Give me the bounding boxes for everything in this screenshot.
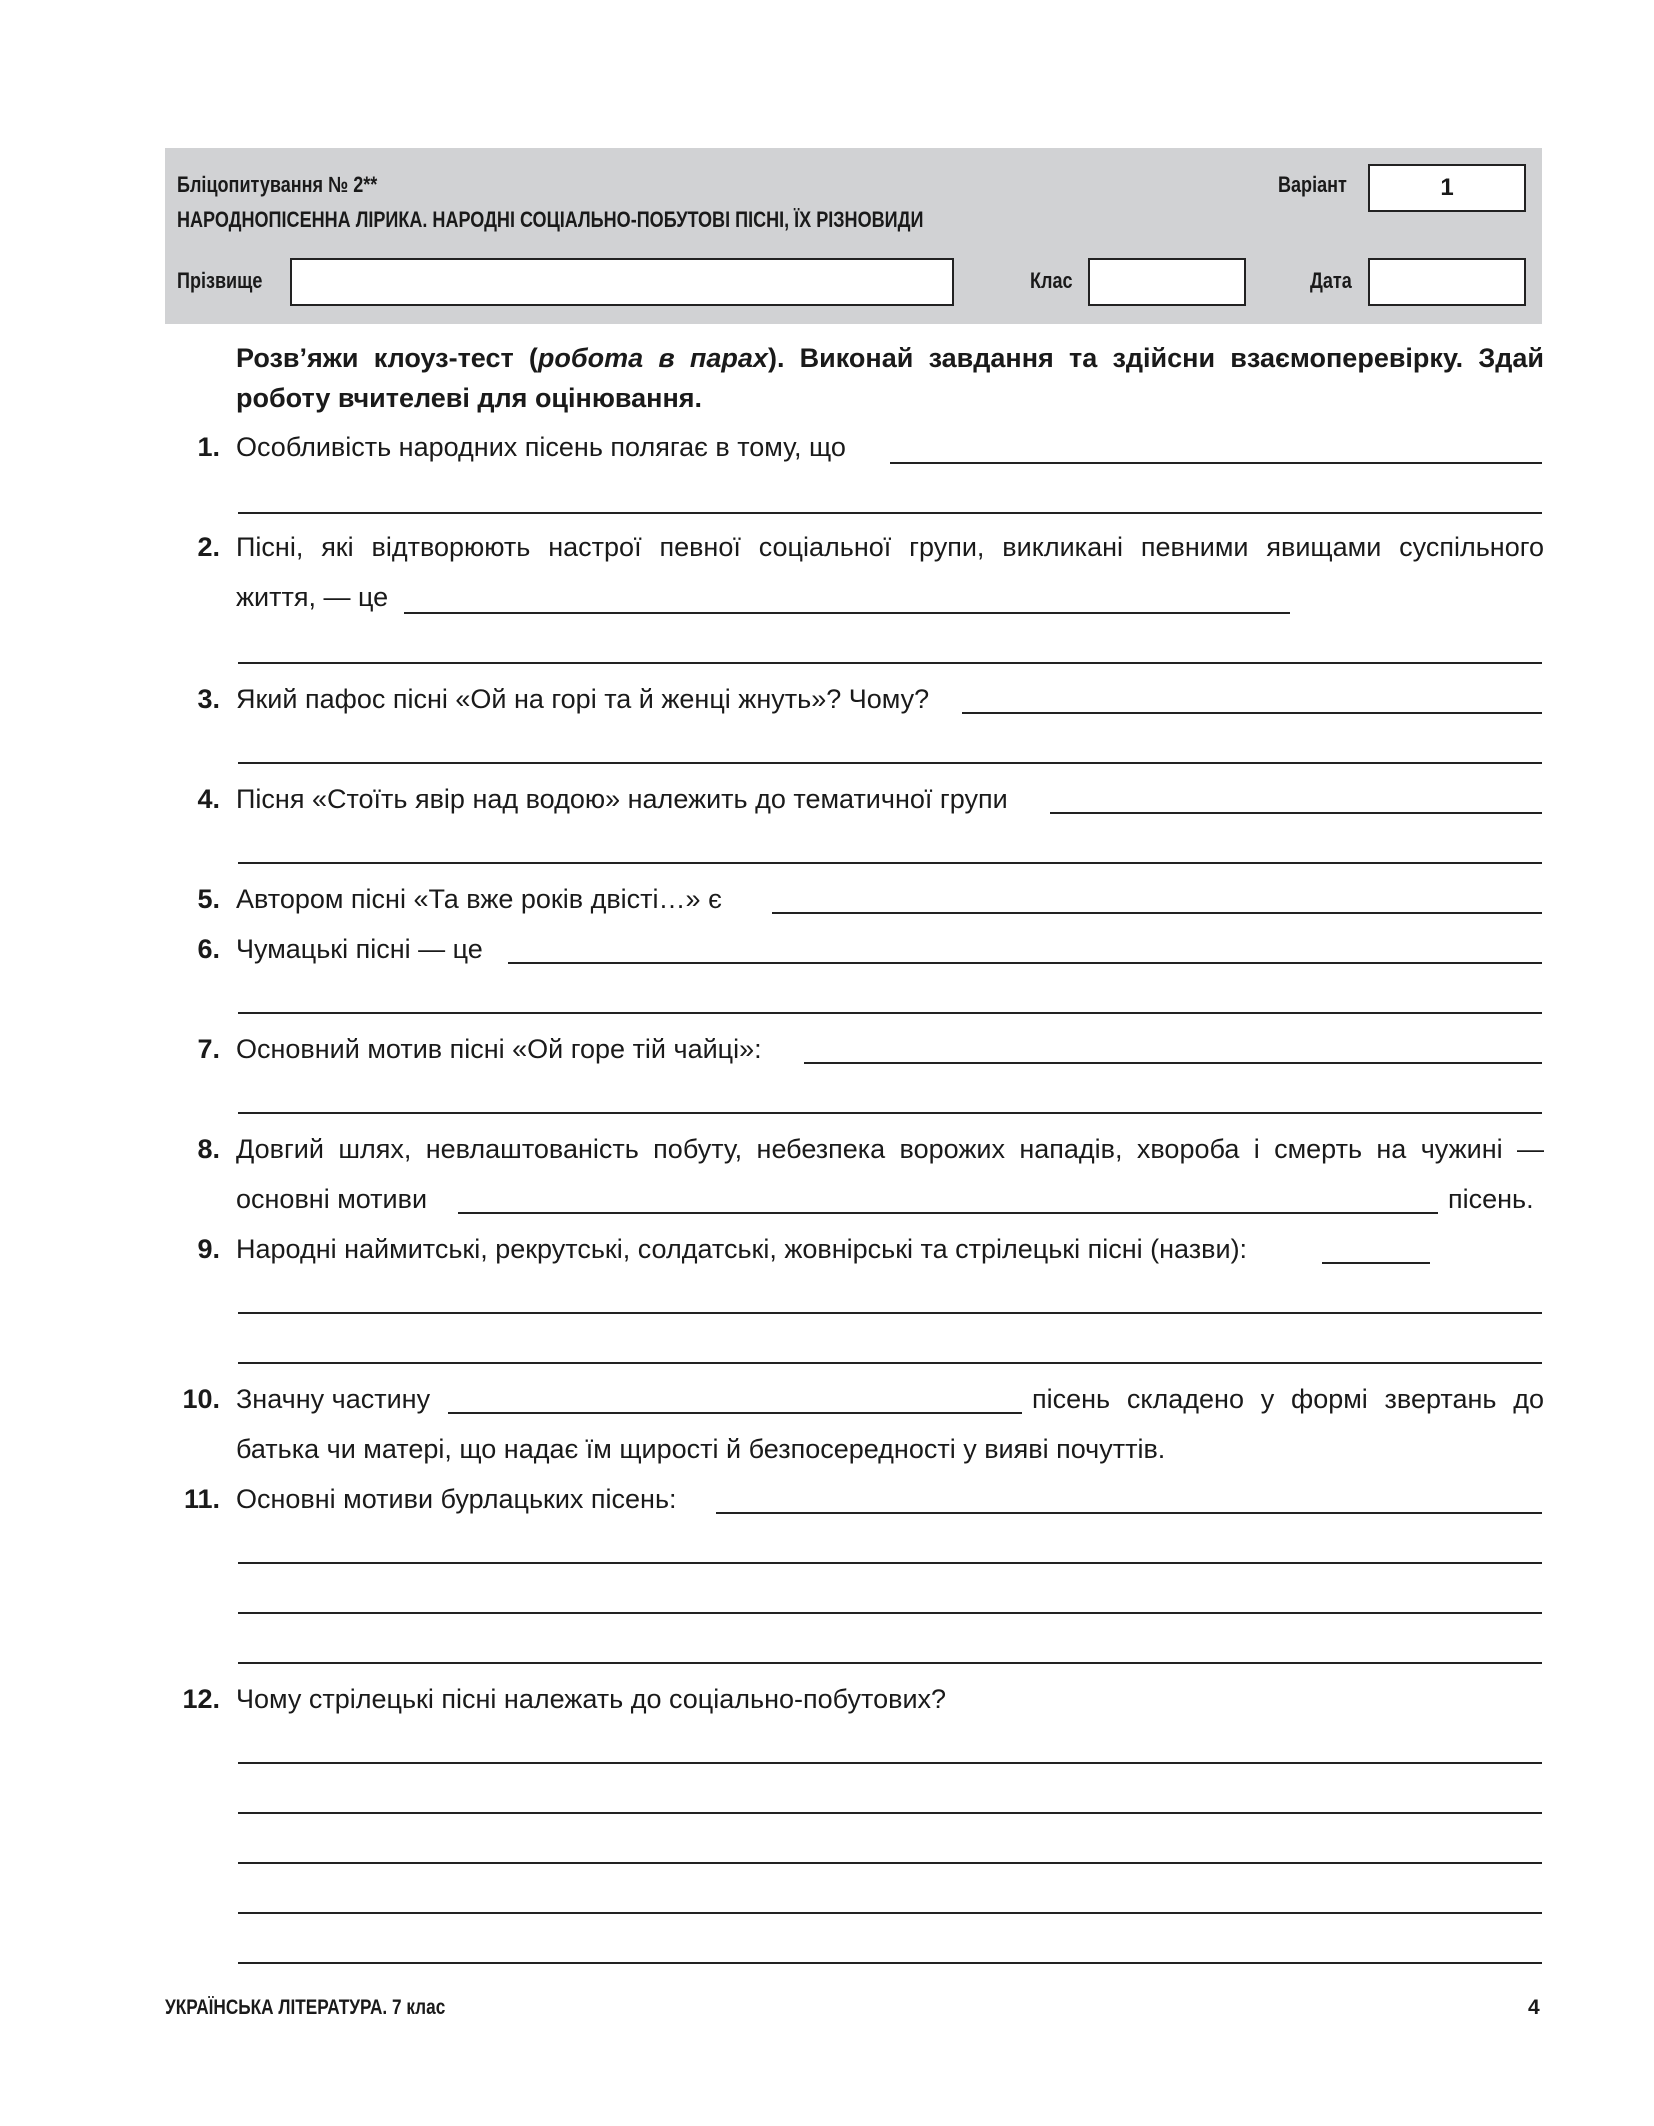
answer-line[interactable] (238, 1012, 1542, 1014)
question-2-text-cont: життя, — це (236, 582, 389, 612)
question-number: 3. (197, 684, 220, 714)
question-number: 12. (182, 1684, 220, 1714)
question-6-text: Чумацькі пісні — це (236, 934, 483, 964)
question-10-text-cont: батька чи матері, що надає їм щирості й безпосередності у вияві почуттів. (236, 1434, 1166, 1464)
variant-value: 1 (1440, 174, 1454, 201)
class-label: Клас (1030, 268, 1073, 293)
answer-line[interactable] (238, 1562, 1542, 1564)
question-number: 11. (183, 1484, 220, 1514)
answer-line[interactable] (238, 1962, 1542, 1964)
answer-line[interactable] (238, 1662, 1542, 1664)
question-number: 10. (182, 1384, 220, 1414)
question-11-text: Основні мотиви бурлацьких пісень: (236, 1484, 677, 1514)
answer-line[interactable] (448, 1412, 1022, 1414)
surname-label: Прізвище (177, 268, 263, 293)
date-field[interactable] (1368, 258, 1526, 306)
answer-line[interactable] (458, 1212, 1438, 1214)
question-9-text: Народні наймитські, рекрутські, солдатські, жовнірські та стрілецькі пісні (назви): (236, 1234, 1248, 1264)
answer-line[interactable] (508, 962, 1542, 964)
answer-line[interactable] (238, 762, 1542, 764)
question-number: 4. (197, 784, 220, 814)
instruction-text-2: ). Виконай завдання та здійсни взаємоперевірку. Здай роботу вчителеві для оцінювання. (236, 343, 1544, 413)
question-8-text-b: пісень. (1448, 1184, 1534, 1214)
instruction (236, 338, 1544, 418)
question-number: 8. (197, 1134, 220, 1164)
answer-line[interactable] (238, 1362, 1542, 1364)
footer-book-title: УКРАЇНСЬКА ЛІТЕРАТУРА. 7 клас (165, 1996, 446, 2019)
question-number: 1. (197, 432, 220, 462)
question-number: 9. (197, 1234, 220, 1264)
answer-line[interactable] (238, 662, 1542, 664)
answer-line[interactable] (238, 862, 1542, 864)
question-3-text: Який пафос пісні «Ой на горі та й женці жнуть»? Чому? (236, 684, 930, 714)
question-number: 7. (197, 1034, 220, 1064)
question-number: 2. (197, 532, 220, 562)
answer-line[interactable] (238, 512, 1542, 514)
instruction-italic: робота в парах (537, 343, 768, 373)
question-number: 5. (197, 884, 220, 914)
answer-line[interactable] (890, 462, 1542, 464)
class-field[interactable] (1088, 258, 1246, 306)
answer-line[interactable] (238, 1862, 1542, 1864)
topic-title: НАРОДНОПІСЕННА ЛІРИКА. НАРОДНІ СОЦІАЛЬНО-ПОБУТОВІ ПІСНІ, ЇХ РІЗНОВИДИ (177, 207, 924, 232)
answer-line[interactable] (772, 912, 1542, 914)
answer-line[interactable] (238, 1762, 1542, 1764)
answer-line[interactable] (404, 612, 1290, 614)
quiz-title: Бліцопитування № 2** (177, 172, 378, 197)
answer-line[interactable] (1050, 812, 1542, 814)
answer-line[interactable] (962, 712, 1542, 714)
answer-line[interactable] (238, 1312, 1542, 1314)
instruction-text-1: Розв’яжи клоуз-тест ( (236, 343, 538, 373)
question-number: 6. (197, 934, 220, 964)
answer-line[interactable] (716, 1512, 1542, 1514)
question-5-text: Автором пісні «Та вже років двісті…» є (236, 884, 722, 914)
answer-line[interactable] (238, 1112, 1542, 1114)
date-label: Дата (1310, 268, 1352, 293)
question-7-text: Основний мотив пісні «Ой горе тій чайці»: (236, 1034, 762, 1064)
answer-line[interactable] (804, 1062, 1542, 1064)
question-10-text-a: Значну частину (236, 1384, 431, 1414)
variant-box (1368, 164, 1526, 212)
question-8-text-a: основні мотиви (236, 1184, 428, 1214)
surname-field[interactable] (290, 258, 954, 306)
question-4-text: Пісня «Стоїть явір над водою» належить до тематичної групи (236, 784, 1008, 814)
question-10-text-b: пісень складено у формі звертань до (1032, 1384, 1544, 1414)
answer-line[interactable] (1322, 1262, 1430, 1264)
question-1-text: Особливість народних пісень полягає в тому, що (236, 432, 846, 462)
question-8-text: Довгий шлях, невлаштованість побуту, небезпека ворожих нападів, хвороба і смерть на чужині — (236, 1134, 1544, 1164)
answer-line[interactable] (238, 1812, 1542, 1814)
question-2-text: Пісні, які відтворюють настрої певної соціальної групи, викликані певними явищами суспільного (236, 532, 1544, 562)
answer-line[interactable] (238, 1912, 1542, 1914)
page-number: 4 (1528, 1996, 1540, 2019)
variant-label: Варіант (1278, 172, 1347, 197)
answer-line[interactable] (238, 1612, 1542, 1614)
question-12-text: Чому стрілецькі пісні належать до соціально-побутових? (236, 1684, 947, 1714)
